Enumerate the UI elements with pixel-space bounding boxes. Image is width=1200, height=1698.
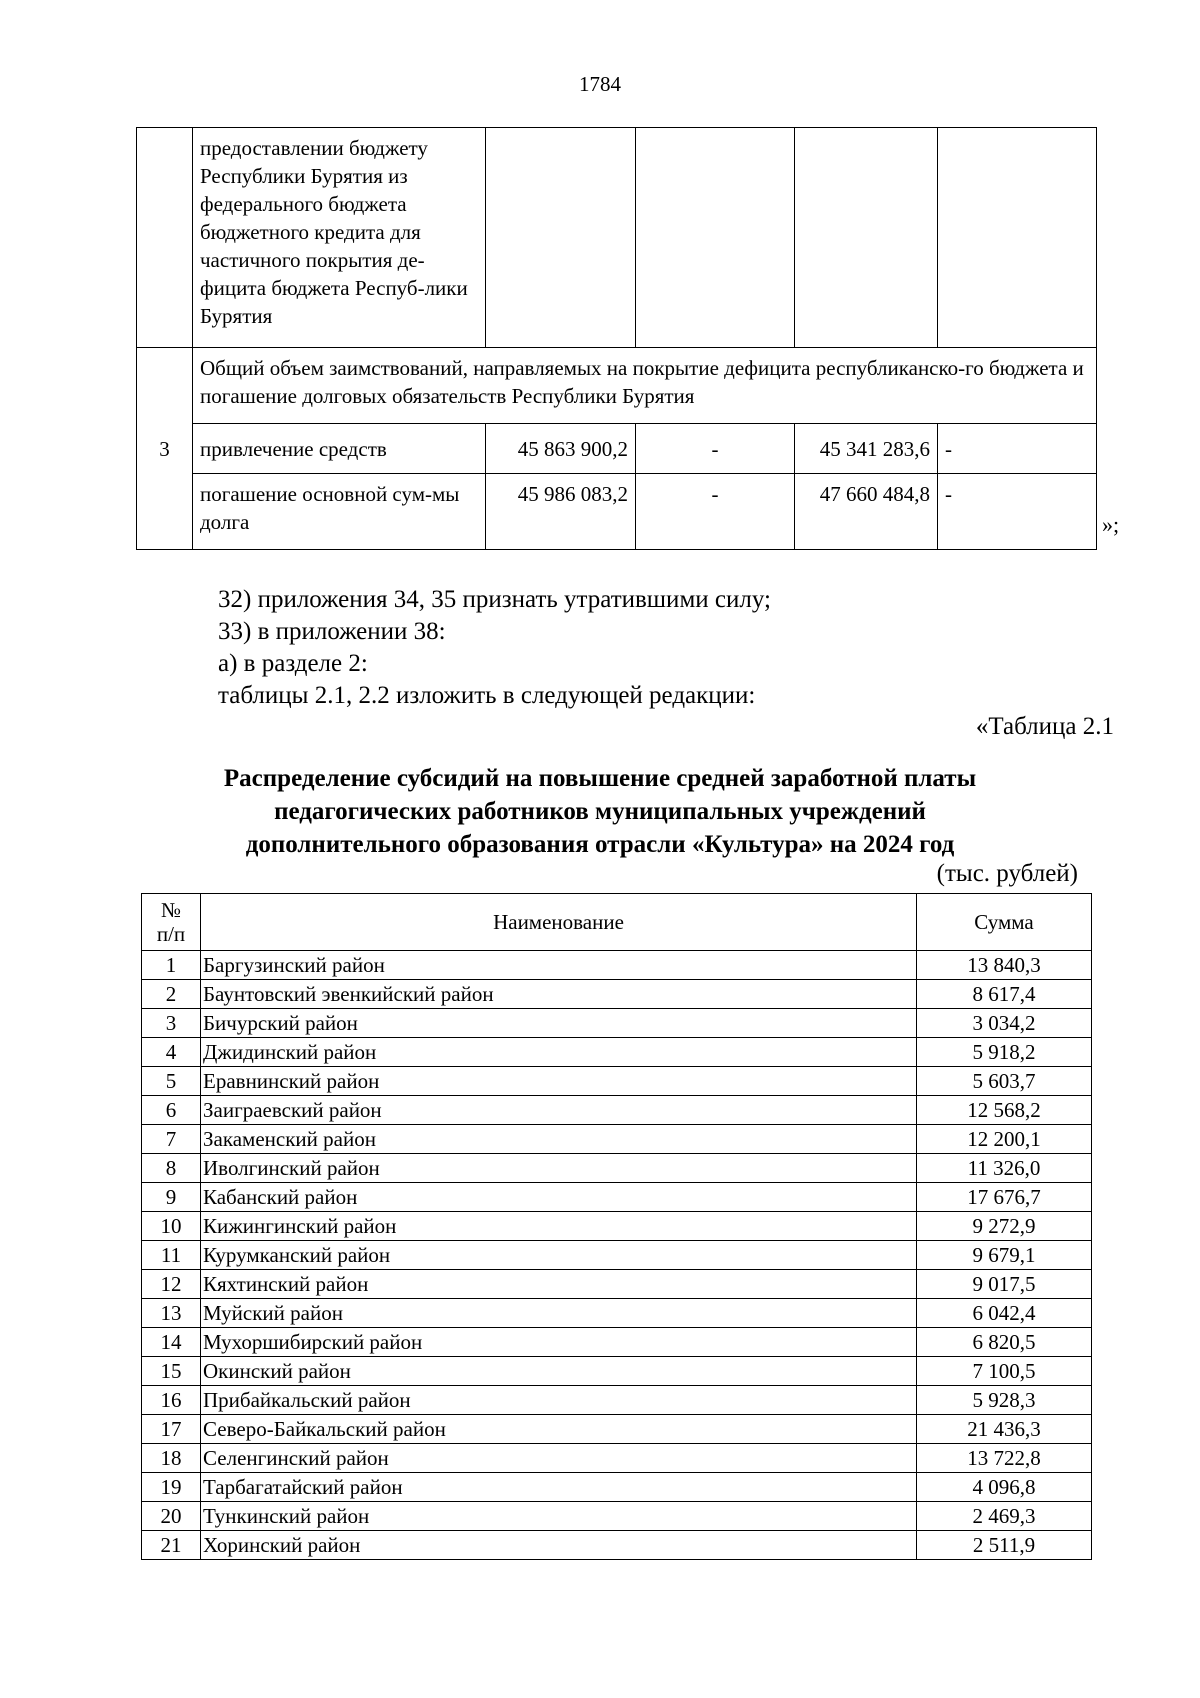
table-row [142,1183,1092,1212]
table-row [137,348,1097,424]
value-cell [486,128,636,348]
subsidy-amount: 13 840,3 [917,951,1092,980]
row-number: 18 [142,1444,201,1473]
row-number-cell [137,128,193,348]
subsidy-amount: 6 042,4 [917,1299,1092,1328]
value-cell: 45 986 083,2 [486,474,636,550]
subsidy-amount: 6 820,5 [917,1328,1092,1357]
value-cell [795,128,938,348]
district-name: Прибайкальский район [201,1386,917,1415]
row-number: 17 [142,1415,201,1444]
value-cell [636,128,795,348]
district-name: Курумканский район [201,1241,917,1270]
district-name: Кижингинский район [201,1212,917,1241]
subsidy-amount: 21 436,3 [917,1415,1092,1444]
row-number: 1 [142,951,201,980]
table-row [137,424,1097,474]
district-name: Хоринский район [201,1531,917,1560]
header-number [142,894,201,951]
table-row [142,1270,1092,1299]
closing-quote: »; [1102,512,1120,537]
table-row [142,1299,1092,1328]
row-number: 13 [142,1299,201,1328]
district-name: Бичурский район [201,1009,917,1038]
table-row [142,1531,1092,1560]
district-name: Тункинский район [201,1502,917,1531]
row-number: 2 [142,980,201,1009]
value-cell: 45 863 900,2 [486,424,636,474]
table-row [142,1444,1092,1473]
row-number: 5 [142,1067,201,1096]
district-name: Мухоршибирский район [201,1328,917,1357]
table-row [142,951,1092,980]
row-text-cell: предоставлении бюджету Республики Бурятия из федерального бюджета бюджетного кредита для частичного покрытия де-фицита бюджета Респуб-лики Бурятия [193,128,486,348]
row-number: 6 [142,1096,201,1125]
table-row [142,1067,1092,1096]
subsidy-amount: 2 511,9 [917,1531,1092,1560]
district-name: Джидинский район [201,1038,917,1067]
row-number: 7 [142,1125,201,1154]
subsidy-amount: 9 679,1 [917,1241,1092,1270]
subsidy-amount: 11 326,0 [917,1154,1092,1183]
table-row [142,1473,1092,1502]
table-row [142,1125,1092,1154]
district-name: Еравнинский район [201,1067,917,1096]
row-label-cell: погашение основной сум-мы долга [193,474,486,550]
subsidy-amount: 3 034,2 [917,1009,1092,1038]
section-number-cell: 3 [137,348,193,550]
header-number-line-1: № [160,898,182,922]
district-name: Селенгинский район [201,1444,917,1473]
table-row [142,1154,1092,1183]
table-row [142,1328,1092,1357]
table-row [142,1241,1092,1270]
value-cell: - [636,424,795,474]
subsidy-distribution-table [141,893,1092,1560]
table-row [137,474,1097,550]
table-label: «Таблица 2.1 [975,713,1114,740]
paragraph-33: 33) в приложении 38: [218,618,446,645]
title-line-3: дополнительного образования отрасли «Культура» на 2024 год [245,831,955,858]
subsidy-amount: 8 617,4 [917,980,1092,1009]
paragraph-a: а) в разделе 2: [218,650,368,677]
value-cell: 45 341 283,6 [795,424,938,474]
row-number: 19 [142,1473,201,1502]
table-header-row [142,894,1092,951]
subsidy-amount: 7 100,5 [917,1357,1092,1386]
subsidy-amount: 17 676,7 [917,1183,1092,1212]
row-number: 16 [142,1386,201,1415]
district-name: Окинский район [201,1357,917,1386]
row-number: 4 [142,1038,201,1067]
district-name: Заиграевский район [201,1096,917,1125]
table-row [142,1386,1092,1415]
value-cell: - [938,424,1097,474]
value-cell: - [938,474,1097,550]
row-label-cell: привлечение средств [193,424,486,474]
units-label: (тыс. рублей) [936,860,1078,887]
paragraph-tables: таблицы 2.1, 2.2 изложить в следующей редакции: [218,682,756,709]
district-name: Северо-Байкальский район [201,1415,917,1444]
subsidy-amount: 4 096,8 [917,1473,1092,1502]
title-line-2: педагогических работников муниципальных учреждений [274,798,926,825]
district-name: Баргузинский район [201,951,917,980]
table-row [142,1357,1092,1386]
row-number: 9 [142,1183,201,1212]
district-name: Баунтовский эвенкийский район [201,980,917,1009]
row-number: 3 [142,1009,201,1038]
row-number: 14 [142,1328,201,1357]
row-number: 20 [142,1502,201,1531]
subsidy-amount: 5 918,2 [917,1038,1092,1067]
paragraph-32: 32) приложения 34, 35 признать утратившими силу; [218,586,771,613]
table-row [137,128,1097,348]
subsidy-amount: 12 568,2 [917,1096,1092,1125]
header-sum: Сумма [917,894,1092,951]
subsidy-amount: 12 200,1 [917,1125,1092,1154]
district-name: Закаменский район [201,1125,917,1154]
subsidy-amount: 9 272,9 [917,1212,1092,1241]
table-row [142,1096,1092,1125]
table-row [142,1502,1092,1531]
table-row [142,1415,1092,1444]
title-line-1: Распределение субсидий на повышение средней заработной платы [223,765,977,792]
row-number: 10 [142,1212,201,1241]
value-cell: 47 660 484,8 [795,474,938,550]
subsidy-amount: 2 469,3 [917,1502,1092,1531]
row-number: 11 [142,1241,201,1270]
row-number: 8 [142,1154,201,1183]
value-cell [938,128,1097,348]
district-name: Иволгинский район [201,1154,917,1183]
header-name: Наименование [201,894,917,951]
subsidy-amount: 9 017,5 [917,1270,1092,1299]
table-row [142,1212,1092,1241]
row-number: 21 [142,1531,201,1560]
district-name: Тарбагатайский район [201,1473,917,1502]
row-number: 15 [142,1357,201,1386]
subsidy-amount: 5 928,3 [917,1386,1092,1415]
borrowing-table [136,127,1097,550]
row-number: 12 [142,1270,201,1299]
table-title [150,762,1050,861]
table-row [142,980,1092,1009]
table-row [142,1009,1092,1038]
subsidy-amount: 5 603,7 [917,1067,1092,1096]
section-header-cell: Общий объем заимствований, направляемых на покрытие дефицита республиканско-го бюджета и погашение долговых обязательств Республики Бурятия [193,348,1097,424]
district-name: Кабанский район [201,1183,917,1212]
subsidy-amount: 13 722,8 [917,1444,1092,1473]
table-row [142,1038,1092,1067]
header-number-line-2: п/п [156,922,186,946]
district-name: Муйский район [201,1299,917,1328]
district-name: Кяхтинский район [201,1270,917,1299]
page-number: 1784 [579,72,621,96]
value-cell: - [636,474,795,550]
